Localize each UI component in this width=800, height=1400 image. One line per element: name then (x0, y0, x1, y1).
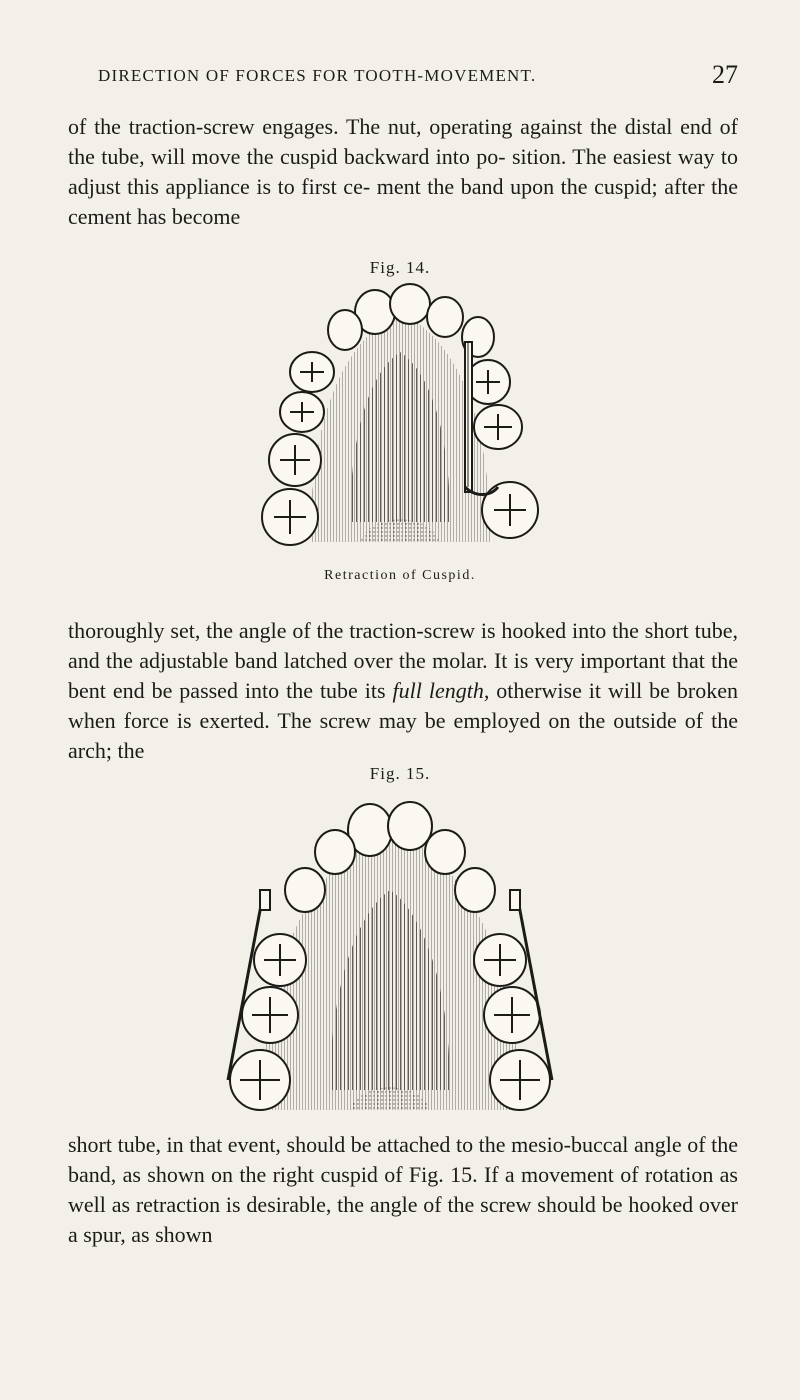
dental-arch-drawing-15 (200, 790, 580, 1120)
dental-arch-drawing-14 (240, 282, 560, 562)
paragraph-2-text-b: otherwise it will be broken when force is exerted. The screw may be employed on the outside of the arch; the (68, 678, 738, 763)
figure-15-label: Fig. 15. (369, 764, 431, 783)
figure-14-caption: Retraction of Cuspid. (324, 568, 476, 583)
paragraph-1: of the traction-screw engages. The nut, operating against the distal end of the tube, will move the cuspid backward into po- sition. The easiest way to adjust this appliance is to first ce- ment the band upon the cuspid; after the cement has become (68, 114, 738, 229)
figure-14-illustration (240, 282, 560, 562)
paragraph-2-text-a: thoroughly set, the angle of the traction-screw is hooked into the short tube, and the adjustable band latched over the molar. It is very important that the bent end be passed into the tube its (68, 618, 738, 703)
page-number: 27 (712, 60, 738, 89)
running-title: DIRECTION OF FORCES FOR TOOTH-MOVEMENT. (98, 66, 537, 85)
paragraph-2-italic: full length, (392, 678, 490, 703)
running-head (68, 60, 738, 96)
paragraph-2 (68, 616, 738, 766)
paragraph-3: short tube, in that event, should be attached to the mesio-buccal angle of the band, as shown on the right cuspid of Fig. 15. If a movement of rotation as well as retraction is desirable, the angle of the screw should be hooked over a spur, as shown (68, 1132, 738, 1247)
figure-14-label: Fig. 14. (369, 258, 431, 277)
figure-15-illustration (200, 790, 580, 1120)
